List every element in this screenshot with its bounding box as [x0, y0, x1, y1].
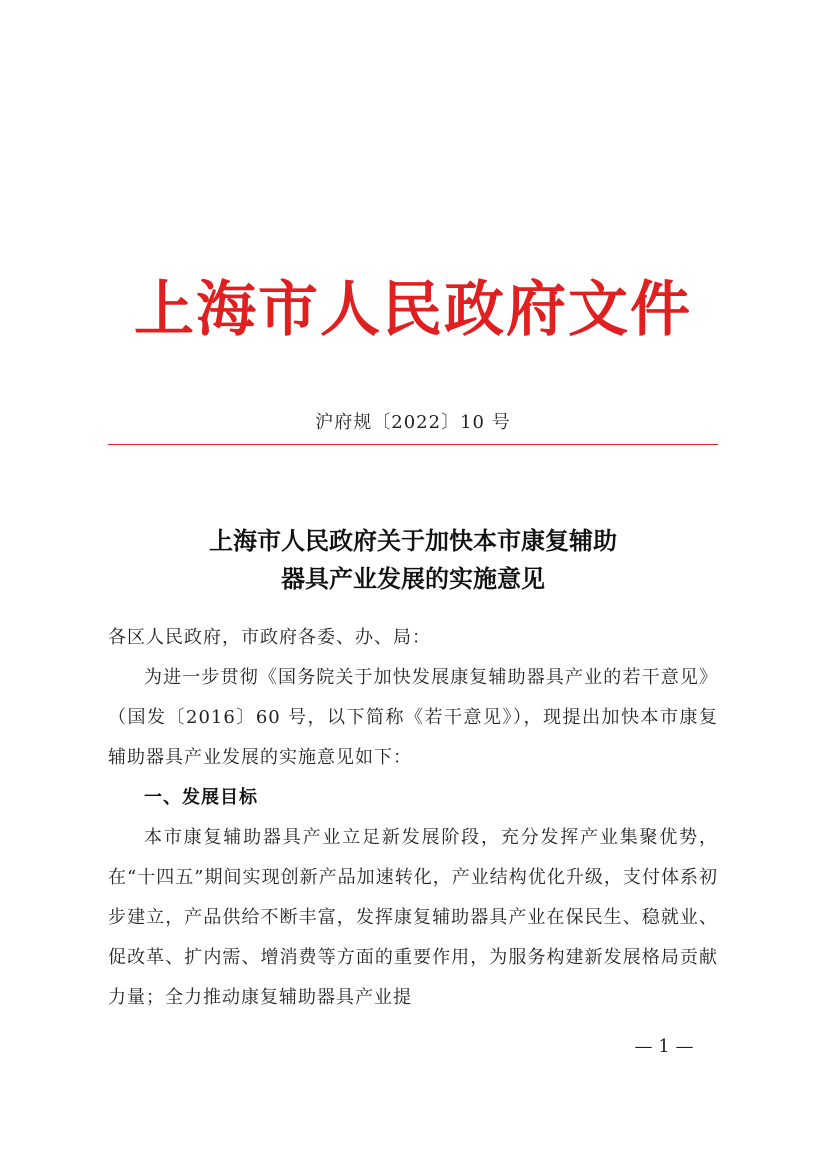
document-title-line-2: 器具产业发展的实施意见 [281, 564, 545, 593]
intro-paragraph: 为进一步贯彻《国务院关于加快发展康复辅助器具产业的若干意见》（国发〔2016〕60 号，以下简称《若干意见》），现提出加快本市康复辅助器具产业发展的实施意见如下： [108, 667, 718, 768]
document-number: 沪府规〔2022〕10 号 [315, 412, 511, 433]
salutation: 各区人民政府，市政府各委、办、局： [108, 627, 431, 648]
document-title [0, 522, 826, 598]
issuer-header-title: 上海市人民政府文件 [134, 275, 692, 345]
document-body [108, 618, 718, 1018]
section-heading-development-goals: 一、发展目标 [144, 787, 258, 808]
section-paragraph: 本市康复辅助器具产业立足新发展阶段，充分发挥产业集聚优势，在“十四五”期间实现创新产品加速转化，产业结构优化升级，支付体系初步建立，产品供给不断丰富，发挥康复辅助器具产业在保民生、稳就业、促改革、扩内需、增消费等方面的重要作用，为服务构建新发展格局贡献力量；全力推动康复辅助器具产业提 [108, 827, 718, 1008]
page-number: — 1 — [634, 1036, 694, 1057]
document-title-line-1: 上海市人民政府关于加快本市康复辅助 [209, 526, 617, 555]
red-divider-rule [108, 444, 718, 445]
